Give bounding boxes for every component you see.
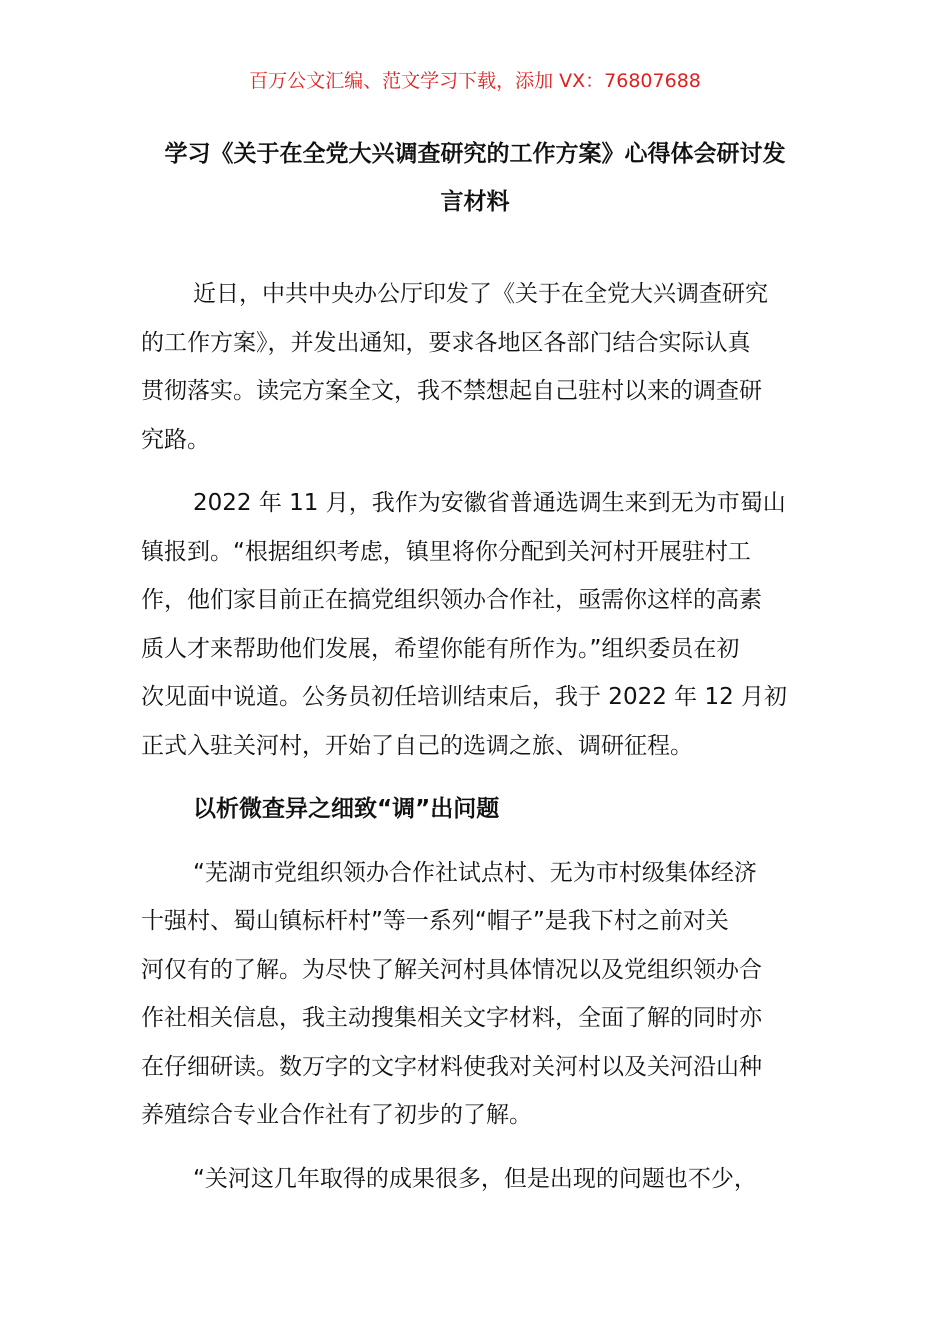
title-line-2: 言材料: [440, 189, 510, 215]
paragraph-line: 2022 年 11 月，我作为安徽省普通选调生来到无为市蜀山: [193, 490, 786, 516]
header-watermark: 百万公文汇编、范文学习下载，添加 VX：76807688: [249, 70, 701, 92]
paragraph-spacer: [141, 464, 811, 479]
document-body: [141, 270, 811, 1203]
paragraph-line: 近日，中共中央办公厅印发了《关于在全党大兴调查研究: [193, 281, 768, 307]
paragraph-1: [141, 270, 811, 464]
paragraph-line: 次见面中说道。公务员初任培训结束后，我于 2022 年 12 月初: [141, 684, 788, 710]
paragraph-2: [141, 479, 811, 770]
paragraph-line: 作，他们家目前正在搞党组织领办合作社，亟需你这样的高素: [141, 587, 762, 613]
paragraph-3: [141, 849, 811, 1140]
section-heading: 以析微查异之细致“调”出问题: [193, 796, 500, 822]
paragraph-spacer: [141, 834, 811, 849]
paragraph-line: 十强村、蜀山镇标杆村”等一系列“帽子”是我下村之前对关: [141, 908, 729, 934]
paragraph-line: “关河这几年取得的成果很多，但是出现的问题也不少，: [193, 1165, 757, 1192]
paragraph-spacer: [141, 770, 811, 785]
paragraph-line: 正式入驻关河村，开始了自己的选调之旅、调研征程。: [141, 732, 693, 759]
paragraph-line: 在仔细研读。数万字的文字材料使我对关河村以及关河沿山种: [141, 1053, 762, 1080]
paragraph-line: 的工作方案》，并发出通知，要求各地区各部门结合实际认真: [141, 329, 751, 356]
paragraph-line: 质人才来帮助他们发展，希望你能有所作为。”组织委员在初: [141, 635, 740, 662]
title-line-1: 学习《关于在全党大兴调查研究的工作方案》心得体会研讨发: [164, 141, 786, 167]
paragraph-line: 河仅有的了解。为尽快了解关河村具体情况以及党组织领办合: [141, 956, 762, 983]
paragraph-line: “芜湖市党组织领办合作社试点村、无为市村级集体经济: [193, 859, 757, 886]
paragraph-spacer: [141, 1140, 811, 1155]
paragraph-line: 究路。: [141, 426, 210, 453]
paragraph-line: 镇报到。“根据组织考虑，镇里将你分配到关河村开展驻村工: [141, 538, 751, 565]
paragraph-line: 贯彻落实。读完方案全文，我不禁想起自己驻村以来的调查研: [141, 378, 762, 404]
paragraph-line: 作社相关信息，我主动搜集相关文字材料，全面了解的同时亦: [141, 1005, 762, 1031]
document-title: [140, 130, 810, 226]
paragraph-line: 养殖综合专业合作社有了初步的了解。: [141, 1102, 532, 1128]
paragraph-4: [141, 1155, 811, 1204]
